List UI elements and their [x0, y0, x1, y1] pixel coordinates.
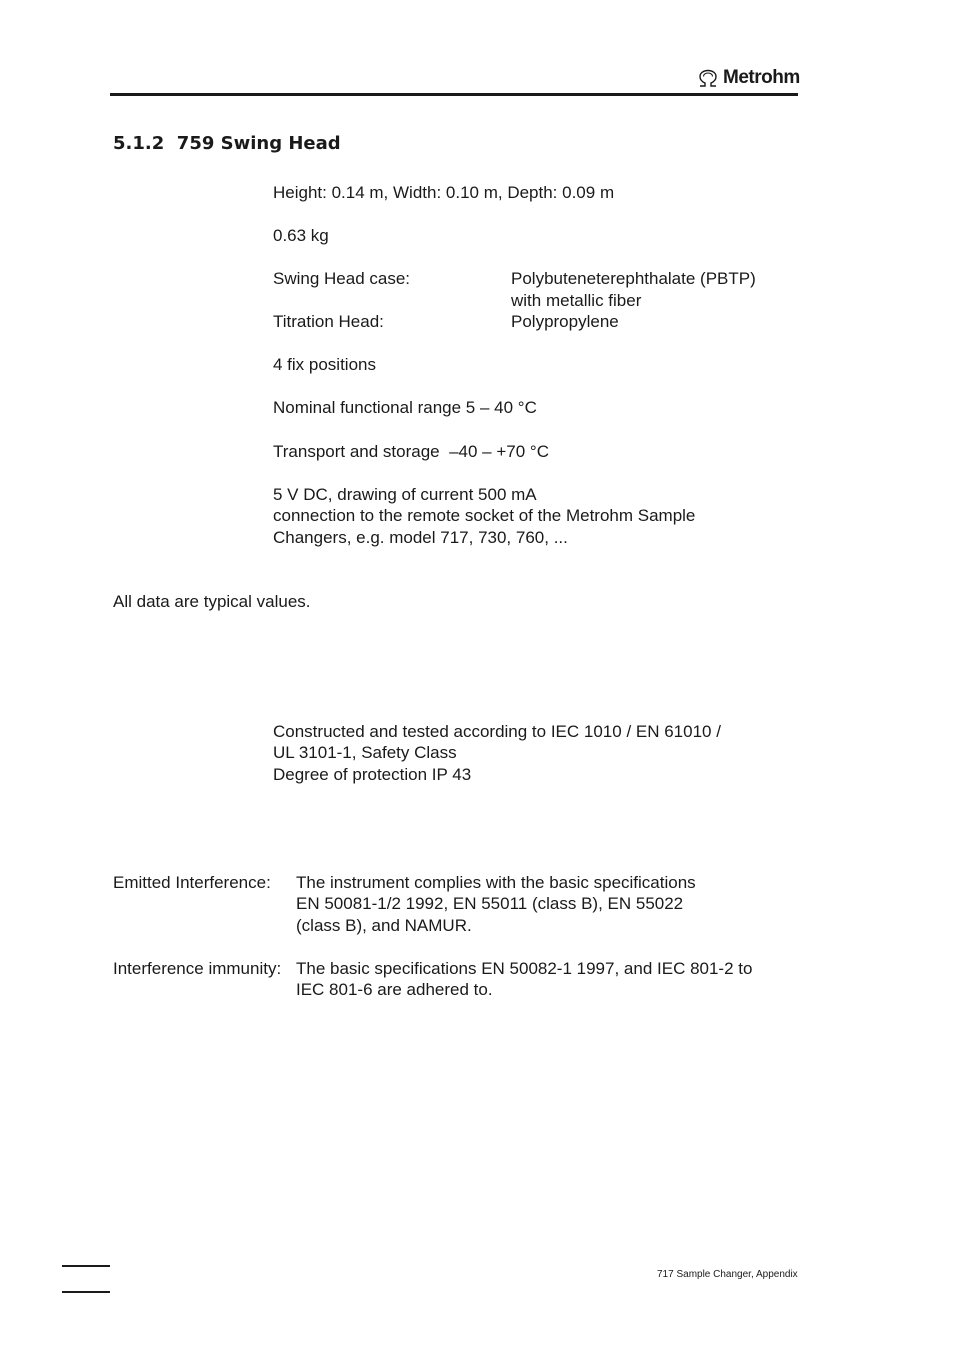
footer-text: 717 Sample Changer, Appendix [657, 1269, 798, 1280]
material-label: Swing Head case: [273, 269, 411, 288]
emc-label-immunity: Interference immunity: [113, 959, 282, 978]
material-value: with metallic fiber [511, 291, 642, 310]
emc-label-emitted: Emitted Interference: [113, 873, 271, 892]
section-title: 759 Swing Head [176, 133, 341, 154]
material-value: Polybuteneterephthalate (PBTP) [511, 269, 756, 288]
section-heading [113, 133, 341, 155]
spec-power-line: 5 V DC, drawing of current 500 mA [273, 485, 537, 504]
footer-rule-top [62, 1265, 110, 1267]
spec-dimensions: Height: 0.14 m, Width: 0.10 m, Depth: 0.09 m [273, 183, 615, 202]
safety-line: UL 3101-1, Safety Class [273, 743, 457, 762]
brand-name: Metrohm [723, 67, 800, 88]
emc-text-line: The basic specifications EN 50082-1 1997, and IEC 801-2 to [296, 959, 753, 978]
omega-logo-icon [697, 69, 719, 87]
spec-power-line: connection to the remote socket of the Metrohm Sample [273, 506, 696, 525]
metrohm-logo [697, 66, 800, 90]
spec-weight: 0.63 kg [273, 226, 329, 245]
emc-text-line: The instrument complies with the basic specifications [296, 873, 696, 892]
spec-storage-temperature: Transport and storage –40 – +70 °C [273, 442, 549, 461]
header-rule [110, 93, 798, 96]
material-label: Titration Head: [273, 312, 384, 331]
footer-rule-bottom [62, 1291, 110, 1293]
spec-positions: 4 fix positions [273, 355, 376, 374]
typical-values-note: All data are typical values. [113, 592, 311, 611]
spec-ambient-temperature: Nominal functional range 5 – 40 °C [273, 398, 537, 417]
safety-line: Degree of protection IP 43 [273, 765, 472, 784]
material-value: Polypropylene [511, 312, 619, 331]
section-number: 5.1.2 [113, 133, 165, 154]
emc-text-line: EN 50081-1/2 1992, EN 55011 (class B), EN 55022 [296, 894, 684, 913]
safety-line: Constructed and tested according to IEC 1010 / EN 61010 / [273, 722, 721, 741]
spec-power-line: Changers, e.g. model 717, 730, 760, ... [273, 528, 568, 547]
emc-text-line: (class B), and NAMUR. [296, 916, 472, 935]
emc-text-line: IEC 801-6 are adhered to. [296, 980, 493, 999]
